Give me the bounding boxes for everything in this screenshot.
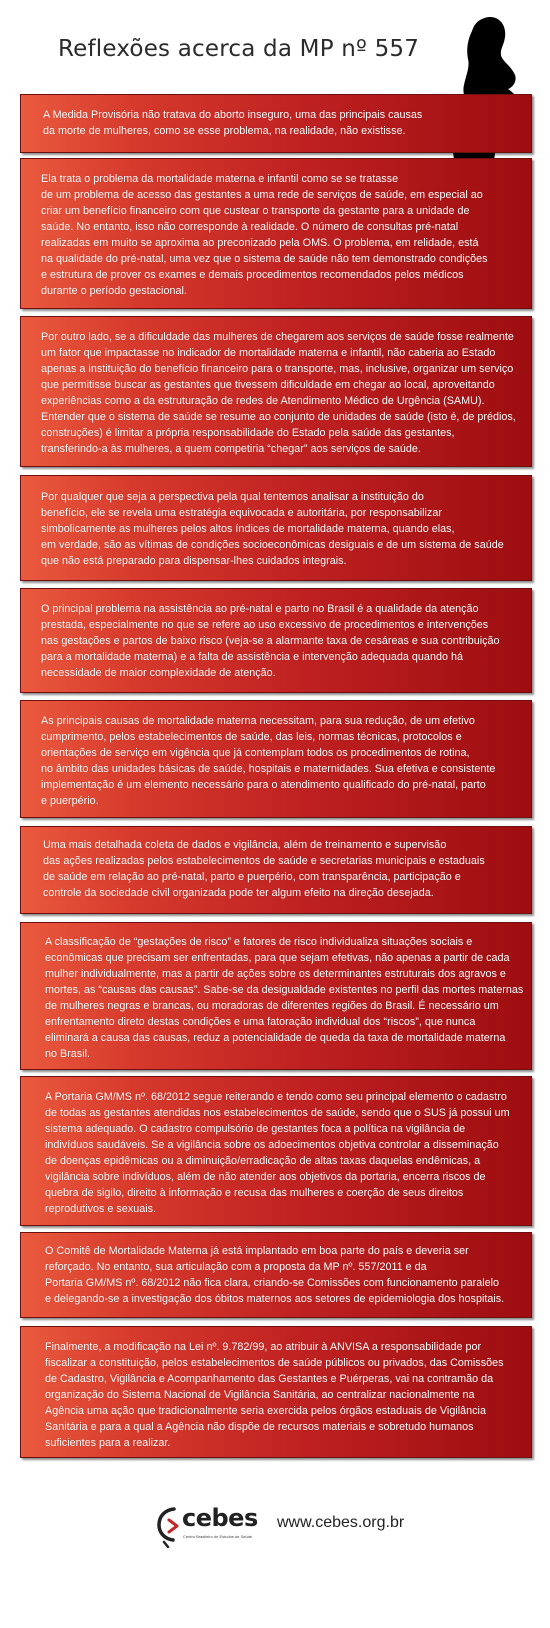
text-line: de mulheres negras e brancas, ou moradoras de diferentes regiões do Brasil. É necessário um [45, 1000, 499, 1012]
text-line: indivíduos saudáveis. Se a vigilância sobre os adoecimentos objetiva controlar a disseminação [45, 1139, 499, 1151]
text-line: das ações realizadas pelos estabelecimentos de saúde e secretarias municipais e estaduais [43, 855, 485, 867]
text-line: um fator que impactasse no indicador de mortalidade materna e infantil, não caberia ao Estado [41, 347, 496, 359]
text-line: enfrentamento direto destas condições e uma fatoração individual dos “riscos”, que nunca [45, 1016, 476, 1028]
text-line: para a mortalidade materna) e a falta de assistência e intervenção adequada quando há [41, 651, 463, 663]
text-line: implementação é um elemento necessário para o atendimento qualificado do pré-natal, parto [41, 779, 486, 791]
text-line: experiências como a da estruturação de redes de Atendimento Médico de Urgência (SAMU). [41, 395, 485, 407]
text-line: Por qualquer que seja a perspectiva pela qual tentemos analisar a instituição do [41, 491, 424, 503]
text-line: prestada, especialmente no que se refere ao uso excessivo de procedimentos e intervenções [41, 619, 489, 631]
text-line: fiscalizar a constituição, pelos estabelecimentos de saúde públicos ou privados, das Comissões [45, 1357, 504, 1369]
text-line: O Comitê de Mortalidade Materna já está implantado em boa parte do país e deveria ser [45, 1245, 469, 1257]
text-line: e estrutura de prover os exames e demais procedimentos recomendados pelos médicos [41, 269, 464, 281]
text-line: As principais causas de mortalidade materna necessitam, para sua redução, de um efetivo [41, 715, 475, 727]
text-line: apenas a instituição do benefício financeiro para o transporte, mas, inclusive, organizar um serviço [41, 363, 514, 375]
text-line: sistema adequado. O cadastro compulsório de gestantes foca a política na vigilância de [45, 1123, 466, 1135]
text-line: Entender que o sistema de saúde se resume ao conjunto de unidades de saúde (isto é, de prédios, [41, 411, 516, 423]
text-line: transferindo-a às mulheres, a quem competiria “chegar” aos serviços de saúde. [41, 443, 421, 455]
text-line: de um problema de acesso das gestantes a uma rede de serviços de saúde, em especial ao [41, 189, 483, 201]
text-line: organização do Sistema Nacional de Vigilância Sanitária, ao centralizar nacionalmente na [45, 1389, 475, 1401]
text-line: e delegando-se a investigação dos óbitos maternos aos setores de epidemiologia dos hospitais. [45, 1293, 505, 1305]
text-line: quebra de sigilo, direito à informação e recusa das mulheres e coerção de seus direitos [45, 1187, 464, 1199]
page-title: Reflexões acerca da MP nº 557 [58, 36, 420, 62]
text-line: eliminará a causa das causas, reduz a potencialidade de queda da taxa de mortalidade materna [45, 1032, 506, 1044]
text-line: que não está preparado para dispensar-lhes cuidados integrais. [41, 555, 347, 567]
text-line: Finalmente, a modificação na Lei nº. 9.782/99, ao atribuir à ANVISA a responsabilidade por [45, 1341, 482, 1353]
text-panel-7 [20, 826, 532, 914]
text-line: cumprimento, pelos estabelecimentos de saúde, das leis, normas técnicas, protocolos e [41, 731, 462, 743]
text-line: A classificação de “gestações de risco” e fatores de risco individualiza situações sociais e [45, 936, 473, 948]
text-panel-1 [20, 94, 532, 153]
text-panel-5 [20, 588, 532, 693]
cebes-logo[interactable] [156, 1504, 260, 1554]
text-line: suficientes para a realizar. [45, 1437, 171, 1449]
text-line: Agência uma ação que tradicionalmente seria exercida pelos órgãos estaduais de Vigilância [45, 1405, 486, 1417]
text-line: Sanitária e para a qual a Agência não dispõe de recursos materiais e sobretudo humanos [45, 1421, 474, 1433]
text-line: de Cadastro, Vigilância e Acompanhamento das Gestantes e Puérperas, vai na contramão da [45, 1373, 494, 1385]
text-panel-9 [20, 1076, 532, 1226]
text-line: no âmbito das unidades básicas de saúde, hospitais e maternidades. Sua efetiva e consistente [41, 763, 496, 775]
text-line: vigilância sobre indivíduos, além de não atender aos objetivos da portaria, encerra riscos de [45, 1171, 486, 1183]
text-panel-8 [20, 922, 532, 1070]
text-line: orientações de serviço em vigência que já contemplam todos os procedimentos de rotina, [41, 747, 470, 759]
text-panel-2 [20, 158, 532, 309]
text-line: em verdade, são as vítimas de condições socioeconômicas desiguais e de um sistema de saúde [41, 539, 504, 551]
text-panel-11 [20, 1326, 532, 1458]
text-line: A Portaria GM/MS nº. 68/2012 segue reiterando e tendo como seu principal elemento o cadastro [45, 1091, 507, 1103]
text-panel-4 [20, 475, 532, 581]
text-line: de saúde em relação ao pré-natal, parto e puerpério, com transparência, participação e [43, 871, 461, 883]
text-panel-3 [20, 316, 532, 467]
text-line: necessidade de maior complexidade de atenção. [41, 667, 276, 679]
text-panel-10 [20, 1232, 532, 1318]
text-line: nas gestações e partos de baixo risco (veja-se a alarmante taxa de cesáreas e sua contribuição [41, 635, 500, 647]
text-line: saúde. No entanto, isso não corresponde à realidade. O número de consultas pré-natal [41, 221, 459, 233]
text-line: da morte de mulheres, como se esse problema, na realidade, não existisse. [43, 125, 406, 137]
logo-tagline: Centro Brasileiro de Estudos de Saúde [183, 1534, 253, 1539]
text-line: benefício, ele se revela uma estratégia equivocada e autoritária, por responsabilizar [41, 507, 442, 519]
text-line: na qualidade do pré-natal, uma vez que o sistema de saúde não tem demonstrado condições [41, 253, 488, 265]
logo-name: cebes [182, 1504, 258, 1532]
text-line: de todas as gestantes atendidas nos estabelecimentos de saúde, sendo que o SUS já possui um [45, 1107, 510, 1119]
text-line: econômicas que precisam ser enfrentadas, para que sejam efetivas, não apenas a partir de cada [45, 952, 510, 964]
text-line: Ela trata o problema da mortalidade materna e infantil como se se tratasse [41, 173, 399, 185]
text-line: reforçado. No entanto, sua articulação com a proposta da MP nº. 557/2011 e da [45, 1261, 427, 1273]
website-link[interactable]: www.cebes.org.br [277, 1514, 405, 1531]
text-line: reprodutivos e sexuais. [45, 1203, 157, 1215]
text-line: Uma mais detalhada coleta de dados e vigilância, além de treinamento e supervisão [43, 839, 447, 851]
text-line: de doenças epidêmicas ou a diminuição/erradicação de altas taxas daquelas endêmicas, a [45, 1155, 481, 1167]
text-line: que permitisse buscar as gestantes que tivessem dificuldade em chegar ao local, aproveitando [41, 379, 495, 391]
text-line: controle da sociedade civil organizada pode ter algum efeito na direção desejada. [43, 887, 434, 899]
text-line: mulher individualmente, mas a partir de ações sobre os determinantes estruturais dos agravos e [45, 968, 506, 980]
text-line: criar um benefício financeiro com que custear o transporte da gestante para a unidade de [41, 205, 470, 217]
text-line: Portaria GM/MS nº. 68/2012 não fica clara, criando-se Comissões com funcionamento paralelo [45, 1277, 500, 1289]
text-line: construções) é limitar a própria responsabilidade do Estado pela saúde das gestantes, [41, 427, 455, 439]
text-line: e puerpério. [41, 795, 99, 807]
text-line: O principal problema na assistência ao pré-natal e parto no Brasil é a qualidade da atenção [41, 603, 479, 615]
text-line: A Medida Provisória não tratava do aborto inseguro, uma das principais causas [43, 109, 423, 121]
text-panel-6 [20, 700, 532, 818]
text-line: no Brasil. [45, 1048, 91, 1060]
cebes-logo-icon [156, 1506, 184, 1548]
text-line: durante o período gestacional. [41, 285, 187, 297]
text-line: mortes, as “causas das causas”. Sabe-se da desigualdade existentes no perfil das mortes maternas [45, 984, 524, 996]
text-line: simbolicamente as mulheres pelos altos índices de mortalidade materna, quando elas, [41, 523, 455, 535]
text-line: realizadas em muito se aproxima ao preconizado pela OMS. O problema, em relidade, está [41, 237, 479, 249]
text-line: Por outro lado, se a dificuldade das mulheres de chegarem aos serviços de saúde fosse realmente [41, 331, 514, 343]
